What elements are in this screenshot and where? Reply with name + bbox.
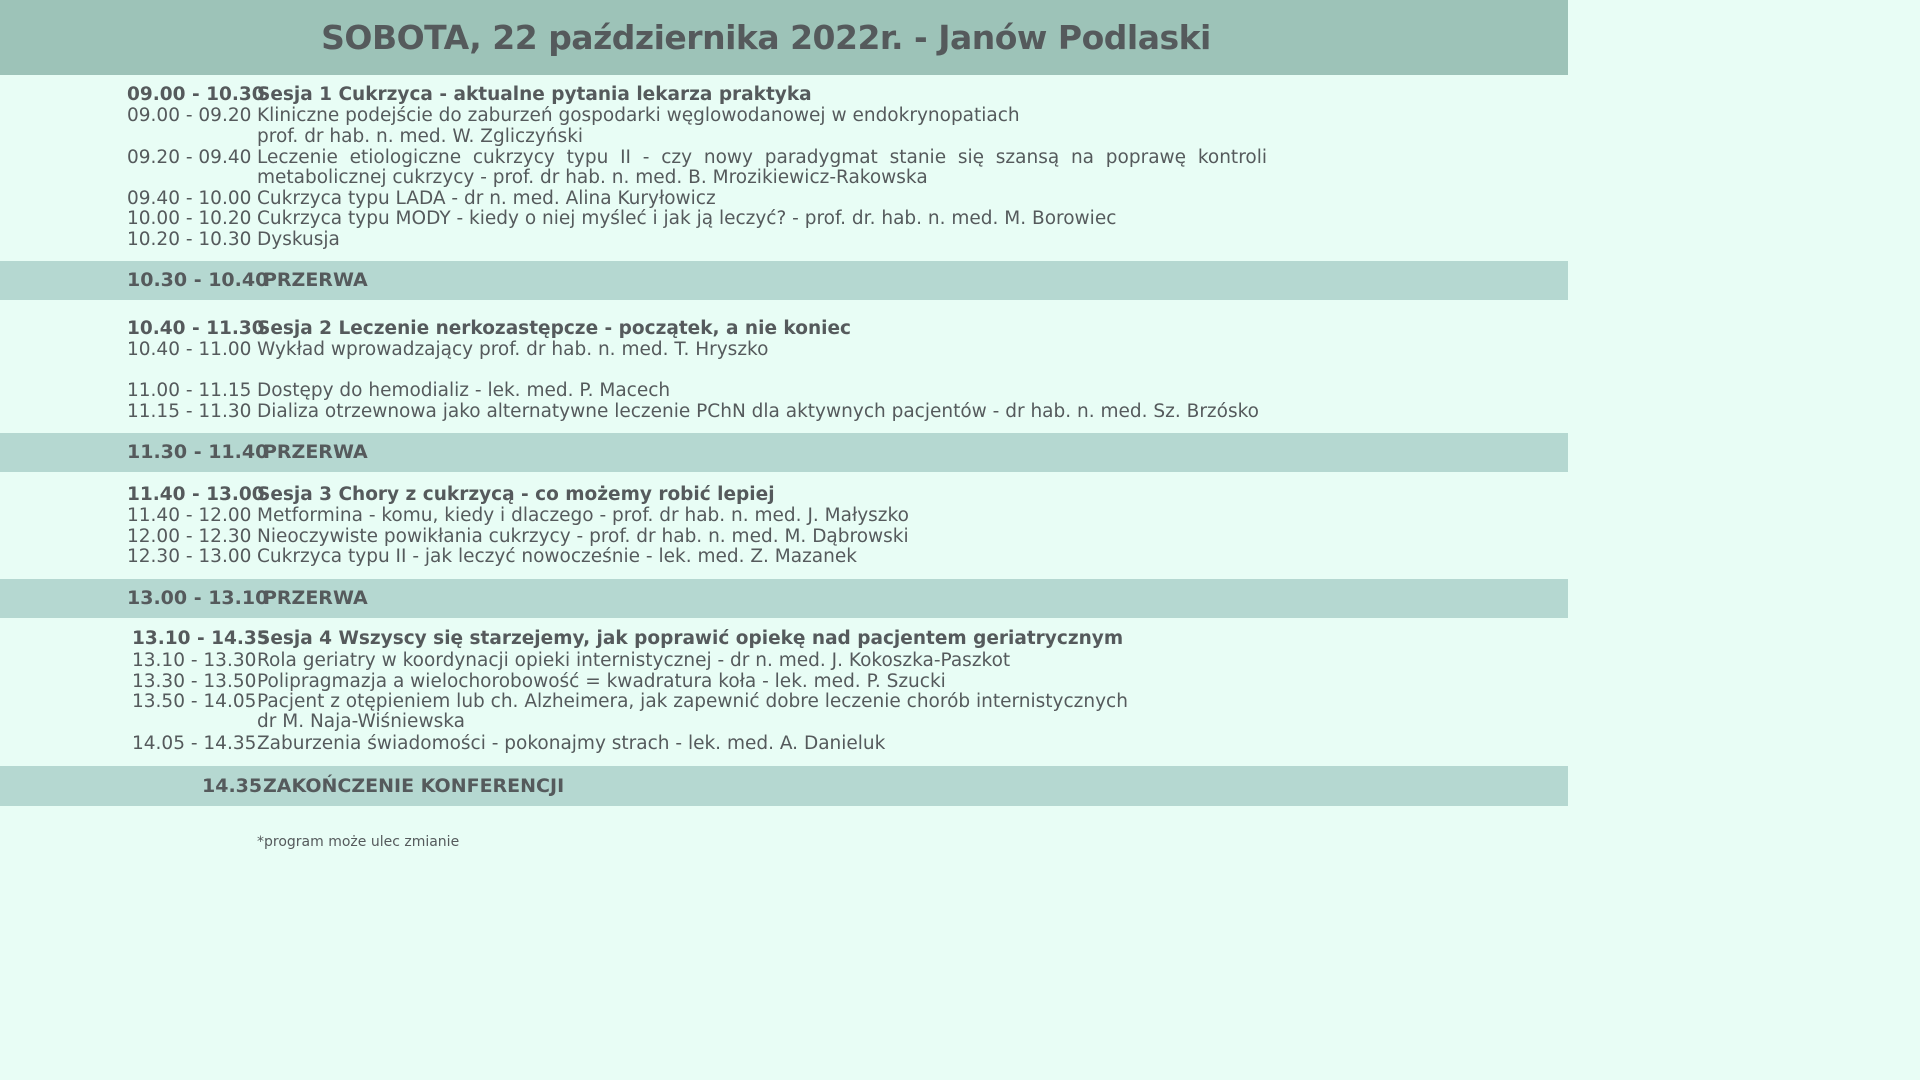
item-time: 13.30 - 13.50 [132,671,257,692]
break-band [0,261,1568,300]
item-text: Nieoczywiste powikłania cukrzycy - prof. dr hab. n. med. M. Dąbrowski [257,526,909,547]
closing-label: ZAKOŃCZENIE KONFERENCJI [263,775,565,797]
break-label: PRZERWA [263,269,368,291]
session-time: 11.40 - 13.00 [127,484,265,505]
item-time: 09.20 - 09.40 [127,147,252,168]
session-time: 13.10 - 14.35 [132,628,270,649]
item-text: Zaburzenia świadomości - pokonajmy strach - lek. med. A. Danieluk [257,733,886,754]
item-text: Dializa otrzewnowa jako alternatywne leczenie PChN dla aktywnych pacjentów - dr hab. n. med. Sz. Brzósko [257,401,1259,422]
break-time: 13.00 - 13.10 [127,587,269,609]
page-title: SOBOTA, 22 października 2022r. - Janów Podlaski [321,18,1211,57]
session-title: Sesja 2 Leczenie nerkozastępcze - początek, a nie koniec [257,318,851,339]
item-time: 13.10 - 13.30 [132,650,257,671]
item-time: 09.00 - 09.20 [127,105,252,126]
item-text: Polipragmazja a wielochorobowość = kwadratura koła - lek. med. P. Szucki [257,671,946,692]
session-time: 09.00 - 10.30 [127,84,265,105]
item-text: Pacjent z otępieniem lub ch. Alzheimera, jak zapewnić dobre leczenie chorób internistycznych [257,691,1128,712]
closing-band [0,766,1568,806]
item-text: Metformina - komu, kiedy i dlaczego - prof. dr hab. n. med. J. Małyszko [257,505,909,526]
item-time: 11.15 - 11.30 [127,401,252,422]
item-time: 12.00 - 12.30 [127,526,252,547]
item-text-continuation: metabolicznej cukrzycy - prof. dr hab. n. med. B. Mrozikiewicz-Rakowska [257,167,928,188]
footnote: *program może ulec zmianie [257,834,460,850]
item-time: 10.20 - 10.30 [127,229,252,250]
item-text: Leczenie etiologiczne cukrzycy typu II - czy nowy paradygmat stanie się szansą na poprawę kontroli [257,147,1267,168]
break-time: 11.30 - 11.40 [127,441,269,463]
item-text: Kliniczne podejście do zaburzeń gospodarki węglowodanowej w endokrynopatiach [257,105,1020,126]
item-time: 10.00 - 10.20 [127,208,252,229]
item-text-continuation: prof. dr hab. n. med. W. Zgliczyński [257,126,584,147]
page-header [0,0,1568,75]
break-time: 10.30 - 10.40 [127,269,269,291]
session-title: Sesja 3 Chory z cukrzycą - co możemy robić lepiej [257,484,775,505]
item-text-continuation: dr M. Naja-Wiśniewska [257,711,465,732]
session-time: 10.40 - 11.30 [127,318,265,339]
item-time: 12.30 - 13.00 [127,546,252,567]
break-band [0,433,1568,472]
item-time: 09.40 - 10.00 [127,188,252,209]
session-title: Sesja 1 Cukrzyca - aktualne pytania lekarza praktyka [257,84,812,105]
session-title: Sesja 4 Wszyscy się starzejemy, jak poprawić opiekę nad pacjentem geriatrycznym [257,628,1124,649]
break-label: PRZERWA [263,441,368,463]
item-time: 11.40 - 12.00 [127,505,252,526]
item-text: Wykład wprowadzający prof. dr hab. n. med. T. Hryszko [257,339,769,360]
item-time: 10.40 - 11.00 [127,339,252,360]
break-band [0,579,1568,618]
item-text: Cukrzyca typu II - jak leczyć nowocześnie - lek. med. Z. Mazanek [257,546,857,567]
item-time: 14.05 - 14.35 [132,733,257,754]
item-time: 13.50 - 14.05 [132,691,257,712]
item-text: Dyskusja [257,229,340,250]
item-text: Cukrzyca typu LADA - dr n. med. Alina Kuryłowicz [257,188,716,209]
item-text: Cukrzyca typu MODY - kiedy o niej myśleć i jak ją leczyć? - prof. dr. hab. n. med. M. Borowiec [257,208,1117,229]
item-text: Rola geriatry w koordynacji opieki internistycznej - dr n. med. J. Kokoszka-Paszkot [257,650,1011,671]
item-text: Dostępy do hemodializ - lek. med. P. Macech [257,380,671,401]
break-label: PRZERWA [263,587,368,609]
closing-time: 14.35 [202,775,263,797]
item-time: 11.00 - 11.15 [127,380,252,401]
